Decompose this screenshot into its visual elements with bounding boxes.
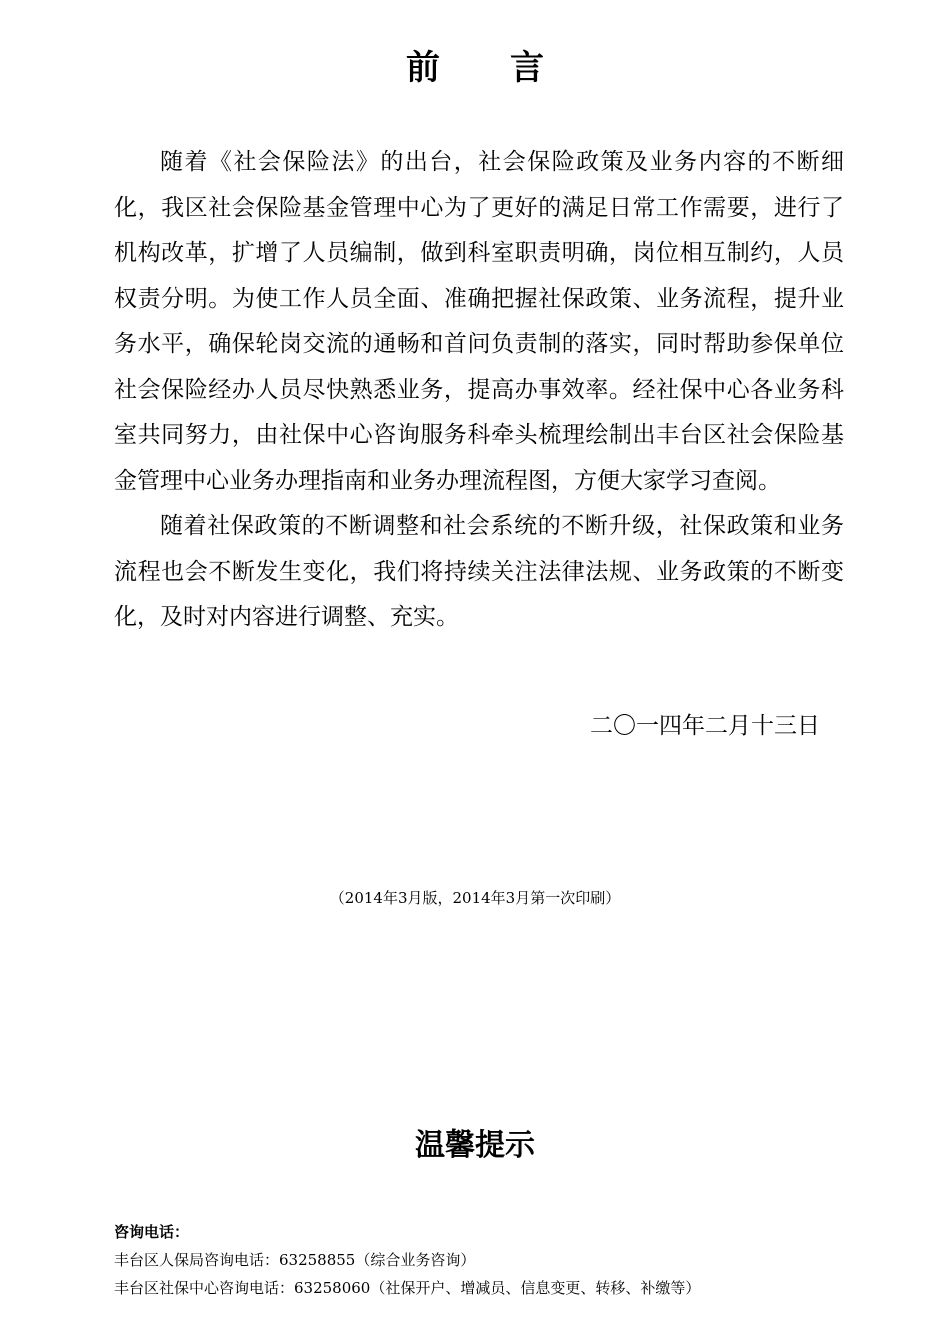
page-title-char-1: 前	[406, 48, 440, 88]
preface-date: 二〇一四年二月十三日	[590, 713, 820, 739]
contact-heading: 咨询电话：	[114, 1223, 190, 1241]
tips-title: 温馨提示	[415, 1128, 535, 1163]
edition-note: （2014年3月版，2014年3月第一次印刷）	[329, 889, 621, 907]
page-title	[0, 40, 950, 89]
preface-paragraph-2: 随着社保政策的不断调整和社会系统的不断升级，社保政策和业务流程也会不断发生变化，我们将持续关注法律法规、业务政策的不断变化，及时对内容进行调整、充实。	[114, 513, 844, 630]
contact-section	[114, 1218, 894, 1302]
preface-paragraph-1: 随着《社会保险法》的出台，社会保险政策及业务内容的不断细化，我区社会保险基金管理中心为了更好的满足日常工作需要，进行了机构改革，扩增了人员编制，做到科室职责明确，岗位相互制约，人员权责分明。为使工作人员全面、准确把握社保政策、业务流程，提升业务水平，确保轮岗交流的通畅和首问负责制的落实，同时帮助参保单位社会保险经办人员尽快熟悉业务，提高办事效率。经社保中心各业务科室共同努力，由社保中心咨询服务科牵头梳理绘制出丰台区社会保险基金管理中心业务办理指南和业务办理流程图，方便大家学习查阅。	[114, 149, 844, 494]
contact-line-hr-bureau: 丰台区人保局咨询电话：63258855（综合业务咨询）	[114, 1251, 476, 1269]
page-title-char-2: 言	[510, 48, 544, 88]
preface-body	[114, 140, 844, 641]
contact-line-social-security-center: 丰台区社保中心咨询电话：63258060（社保开户、增减员、信息变更、转移、补缴等）	[114, 1279, 701, 1297]
